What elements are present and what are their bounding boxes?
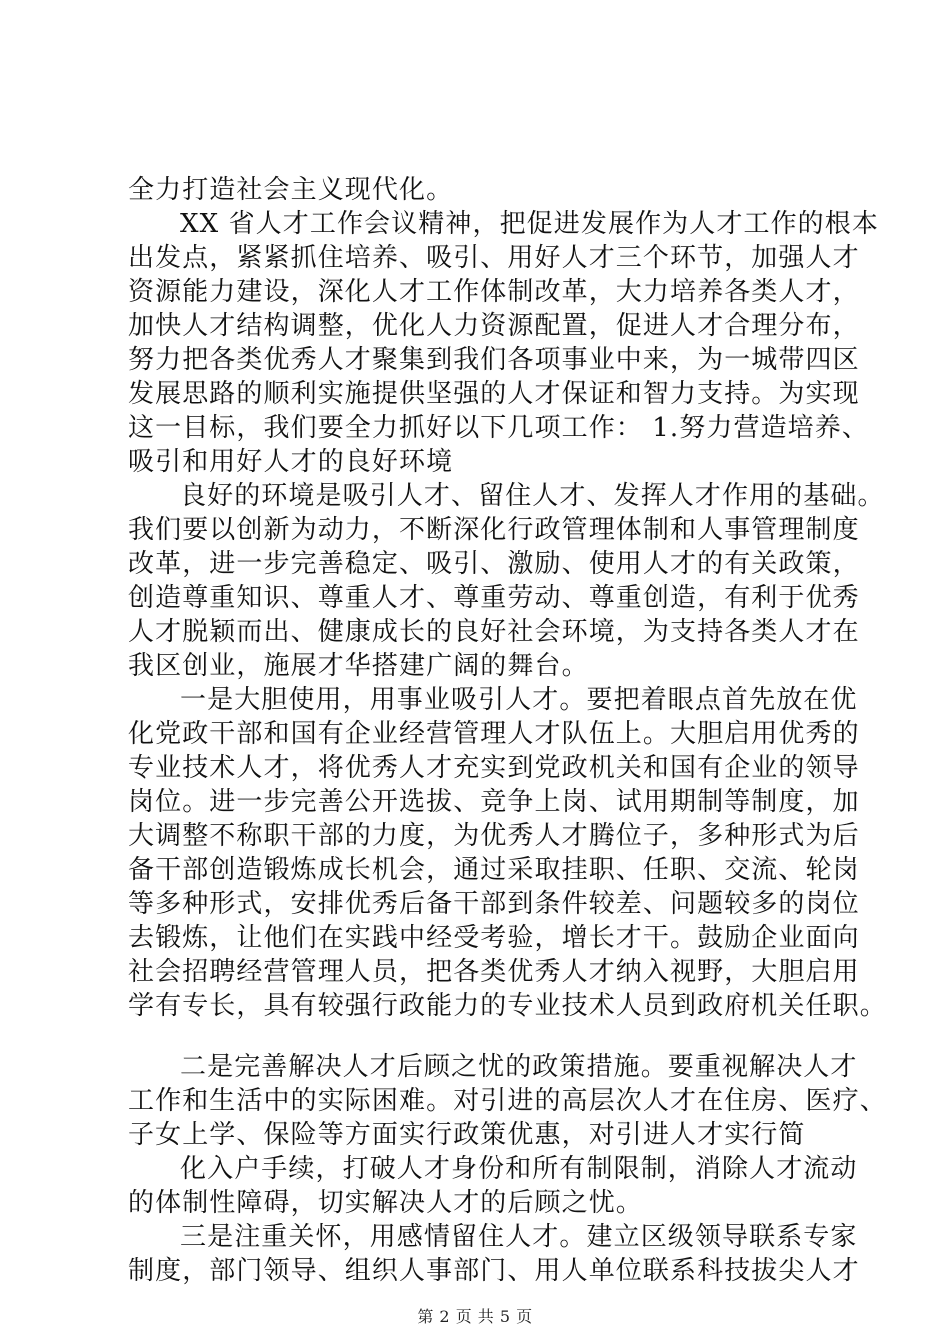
text-line: 这一目标，我们要全力抓好以下几项工作： 1.努力营造培养、: [128, 413, 869, 443]
text-line: 化党政干部和国有企业经营管理人才队伍上。大胆启用优秀的: [128, 719, 860, 749]
text-line: 一是大胆使用，用事业吸引人才。要把着眼点首先放在优: [180, 685, 858, 715]
text-line: 改革，进一步完善稳定、吸引、激励、使用人才的有关政策，: [128, 549, 860, 579]
text-line: 人才脱颖而出、健康成长的良好社会环境，为支持各类人才在: [128, 617, 860, 647]
text-line: 我区创业，施展才华搭建广阔的舞台。: [128, 651, 589, 681]
text-line: 努力把各类优秀人才聚集到我们各项事业中来，为一城带四区: [128, 345, 860, 375]
text-line: 的体制性障碍，切实解决人才的后顾之忧。: [128, 1188, 643, 1218]
text-line: 二是完善解决人才后顾之忧的政策措施。要重视解决人才: [180, 1052, 858, 1082]
text-line: 工作和生活中的实际困难。对引进的高层次人才在住房、医疗、: [128, 1086, 887, 1116]
text-line: 去锻炼，让他们在实践中经受考验，增长才干。鼓励企业面向: [128, 923, 860, 953]
page-footer: 第 2 页 共 5 页: [417, 1307, 533, 1326]
text-line: 我们要以创新为动力，不断深化行政管理体制和人事管理制度: [128, 515, 860, 545]
text-line: 全力打造社会主义现代化。: [128, 175, 454, 205]
text-line: 发展思路的顺利实施提供坚强的人才保证和智力支持。为实现: [128, 379, 860, 409]
text-line: 加快人才结构调整，优化人力资源配置，促进人才合理分布，: [128, 311, 860, 341]
text-line: 资源能力建设，深化人才工作体制改革，大力培养各类人才，: [128, 277, 860, 307]
text-line: 吸引和用好人才的良好环境: [128, 447, 454, 477]
text-line: 子女上学、保险等方面实行政策优惠，对引进人才实行简: [128, 1120, 806, 1150]
text-line: 出发点，紧紧抓住培养、吸引、用好人才三个环节，加强人才: [128, 243, 860, 273]
text-line: 社会招聘经营管理人员，把各类优秀人才纳入视野，大胆启用: [128, 957, 860, 987]
text-line: 化入户手续，打破人才身份和所有制限制，消除人才流动: [180, 1154, 858, 1184]
text-line: 良好的环境是吸引人才、留住人才、发挥人才作用的基础。: [180, 481, 885, 511]
text-line: XX 省人才工作会议精神，把促进发展作为人才工作的根本: [180, 209, 879, 239]
text-line: 等多种形式，安排优秀后备干部到条件较差、问题较多的岗位: [128, 889, 860, 919]
text-line: 专业技术人才，将优秀人才充实到党政机关和国有企业的领导: [128, 753, 860, 783]
text-line: 制度，部门领导、组织人事部门、用人单位联系科技拔尖人才: [128, 1256, 860, 1286]
text-line: 三是注重关怀，用感情留住人才。建立区级领导联系专家: [180, 1222, 858, 1252]
text-line: 学有专长，具有较强行政能力的专业技术人员到政府机关任职。: [128, 991, 887, 1021]
text-line: 备干部创造锻炼成长机会，通过采取挂职、任职、交流、轮岗: [128, 855, 860, 885]
text-line: 创造尊重知识、尊重人才、尊重劳动、尊重创造，有利于优秀: [128, 583, 860, 613]
text-line: 岗位。进一步完善公开选拔、竞争上岗、试用期制等制度，加: [128, 787, 860, 817]
text-line: 大调整不称职干部的力度，为优秀人才腾位子，多种形式为后: [128, 821, 860, 851]
